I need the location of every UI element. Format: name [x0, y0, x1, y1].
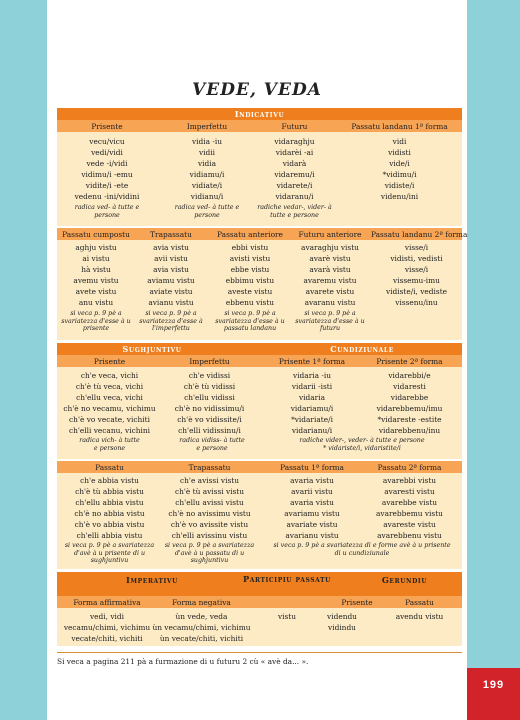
verb-form: vidaresti	[393, 382, 426, 391]
verb-form: ai vistu	[82, 254, 110, 263]
verb-form: vissemu-imu	[393, 276, 440, 285]
usage-note: si veca p. 9 pè a svariatezza d'esse à u futuru	[295, 310, 365, 333]
verb-form: avarete vistu	[305, 287, 355, 296]
verb-form: vidi	[392, 137, 407, 146]
verb-form: vidia	[197, 159, 217, 168]
column-header: Passatu landanu 1ª forma	[351, 122, 448, 131]
verb-form: vidaraghju	[274, 137, 315, 146]
verb-form: ch'e veca, vichi	[80, 371, 139, 380]
verb-form: ch'è tù veca, vichi	[75, 382, 144, 391]
column-header: Imperfettu	[189, 357, 230, 366]
column-header: Prisente	[341, 598, 373, 607]
page-tab	[467, 668, 520, 720]
verb-form: vecate/chiti, vichiti	[71, 634, 143, 643]
verb-form: vidarebbenu/inu	[378, 426, 441, 435]
verb-form: vidiste/i, vediste	[385, 287, 448, 296]
verb-form: ch'e avissi vistu	[180, 476, 239, 485]
verb-form: avaraghju vistu	[301, 243, 359, 252]
verb-form: aviamu vistu	[147, 276, 195, 285]
verb-form: ch'è vo vidissite/i	[177, 415, 242, 424]
verb-form: vidarii -isti	[291, 382, 333, 391]
verb-form: vecamu/chimi, vichimu	[63, 623, 151, 632]
verb-form: ch'è tù vidissi	[183, 382, 236, 391]
verb-form: ch'è tù avissi vistu	[174, 487, 245, 496]
verb-form: avia vistu	[153, 265, 189, 274]
usage-note: si veca p. 9 pè a svariatezza d'esse à u passatu landanu	[215, 310, 285, 333]
column-header: Trapassatu	[150, 230, 192, 239]
column-header: Passatu anteriore	[217, 230, 283, 239]
usage-note: si veca p. 9 pè a svariatezza di e forme avè à u prisente di u cundiziunale	[273, 542, 451, 557]
verb-form: avianu vistu	[148, 298, 194, 307]
verb-form: ch'e abbia vistu	[80, 476, 139, 485]
verb-form: avareste vistu	[383, 520, 436, 529]
verb-form: vidaranu/i	[275, 192, 314, 201]
verb-form: avariate vistu	[286, 520, 338, 529]
verb-form: vidarà	[282, 159, 307, 168]
usage-note: si veca p. 9 pè a svariatezza d'esse à u prisente	[61, 310, 131, 333]
verb-form: avendu vistu	[395, 612, 444, 621]
verb-form: vidii	[199, 148, 215, 157]
verb-form: ebbi vistu	[231, 243, 269, 252]
usage-note: radica vich- à tutte e persone	[79, 437, 140, 452]
cundiziunale-title: Cundiziunale	[330, 344, 394, 354]
verb-form: avii vistu	[154, 254, 188, 263]
verb-form: ùn vecamu/chimi, vichimu	[152, 623, 251, 632]
verb-form: vidarebbi/e	[388, 371, 431, 380]
verb-form: avariamu vistu	[284, 509, 340, 518]
verb-form: vidariamu/i	[290, 404, 334, 413]
verb-form: *vidimu/i	[382, 170, 417, 179]
verb-form: visse/i	[404, 265, 429, 274]
gerundiu-title: Gerundiu	[381, 575, 428, 585]
verb-form: avarebbemu vistu	[376, 509, 443, 518]
verb-form: vissenu/inu	[395, 298, 438, 307]
verb-form: avaria vistu	[290, 476, 334, 485]
verb-form: ch'e vidissi	[188, 371, 231, 380]
column-header: Trapassatu	[188, 463, 231, 472]
usage-note: radica ved- à tutte e persone	[174, 204, 240, 219]
verb-form: ch'elli avissinu vistu	[171, 531, 248, 540]
column-header: Futuru	[281, 122, 308, 131]
verb-form: vide/i	[389, 159, 410, 168]
column-header: Forma affirmativa	[73, 598, 141, 607]
verb-form: vidindu	[328, 623, 356, 632]
verb-form: avaresti vistu	[384, 487, 435, 496]
verb-form: ch'ellu abbia vistu	[75, 498, 144, 507]
verb-form: avarè vistu	[309, 254, 351, 263]
verb-form: vidarebbe	[390, 393, 429, 402]
verb-form: videndu	[327, 612, 357, 621]
verb-form: vidianu/i	[190, 192, 224, 201]
verb-form: avaranu vistu	[304, 298, 356, 307]
verb-form: ch'è no vecamu, vichimu	[63, 404, 156, 413]
verb-form: vistu	[277, 612, 297, 621]
column-header: Passatu	[405, 598, 434, 607]
usage-note: si veca p. 9 pè a svariatezza d'avè à u prisente di u sughjuntivu	[64, 542, 155, 565]
verb-form: aviate vistu	[149, 287, 193, 296]
verb-form: vedenu -ini/vidini	[74, 192, 140, 201]
column-header: Futuru anteriore	[298, 230, 362, 239]
verb-form: vecu/vicu	[89, 137, 125, 146]
verb-form: ch'ellu veca, vichi	[76, 393, 143, 402]
verb-form: vedi/vidi	[91, 148, 123, 157]
usage-note: radiche vedar-, vider- à tutte e persone	[257, 204, 332, 219]
verb-form: vidaria -iu	[293, 371, 331, 380]
verb-form: ebbimu vistu	[225, 276, 275, 285]
usage-note: radiche vider-, veder- à tutte e persone	[299, 437, 425, 444]
verb-form: vidite/i -ete	[85, 181, 129, 190]
column-header: Prisente 2ª forma	[376, 357, 443, 366]
verb-form: avemu vistu	[73, 276, 119, 285]
verb-form: aveste vistu	[227, 287, 273, 296]
verb-form: vidisti	[388, 148, 411, 157]
verb-form: vidarianu/i	[291, 426, 333, 435]
imperativu-title: Imperativu	[125, 575, 179, 585]
participiu-title: Participiu passatu	[242, 574, 332, 584]
verb-form: vedi, vidi	[90, 612, 124, 621]
indicativu-title: Indicativu	[234, 109, 285, 119]
verb-form: vidia -iu	[191, 137, 222, 146]
verb-form: avia vistu	[153, 243, 189, 252]
verb-form: vidarete/i	[276, 181, 313, 190]
column-header: Prisente 1ª forma	[278, 357, 346, 366]
verb-form: ch'è vo vecate, vichiti	[69, 415, 150, 424]
verb-form: avaremu vistu	[303, 276, 357, 285]
verb-form: videnu/ini	[380, 192, 419, 201]
verb-form: avarii vistu	[291, 487, 333, 496]
sughjuntivu-title: Sughjuntivu	[122, 344, 182, 354]
verb-form: avete vistu	[75, 287, 117, 296]
column-header: Passatu landanu 2ª forma	[371, 230, 468, 239]
footer-note: Si veca a pagina 211 pà a furmazione di u futuru 2 cù « avè da... ».	[57, 657, 309, 666]
verb-form: vidisti, vedisti	[390, 254, 443, 263]
usage-note: si veca p. 9 pè a svariatezza d'esse à l'imperfettu	[139, 310, 203, 333]
verb-form: ch'è no vidissimu/i	[174, 404, 245, 413]
verb-form: ch'ellu avissi vistu	[175, 498, 244, 507]
usage-note: * vidariste/i, vidaristite/i	[323, 445, 401, 452]
verb-form: aghju vistu	[75, 243, 117, 252]
verb-form: ch'elli vidissinu/i	[178, 426, 241, 435]
footer-rule	[57, 652, 462, 653]
verb-form: ch'è tù abbia vistu	[75, 487, 144, 496]
verb-form: ebbe vistu	[230, 265, 270, 274]
verb-form: vidimu/i -emu	[81, 170, 133, 179]
verb-form: vidaria	[299, 393, 325, 402]
verb-form: vidarèi -ai	[275, 148, 314, 157]
verb-form: avarianu vistu	[285, 531, 339, 540]
verb-form: vidiamu/i	[189, 170, 225, 179]
verb-form: ùn vecate/chiti, vichiti	[159, 634, 244, 643]
column-header: Prisente	[91, 122, 123, 131]
verb-form: anu vistu	[78, 298, 114, 307]
verb-form: avaria vistu	[290, 498, 334, 507]
verb-form: ch'è no avissimu vistu	[168, 509, 251, 518]
verb-form: vidiste/i	[384, 181, 415, 190]
verb-form: ùn vede, veda	[175, 612, 228, 621]
column-header: Forma negativa	[172, 598, 231, 607]
page-title: VEDE, VEDA	[192, 80, 322, 100]
verb-form: avarebbe vistu	[381, 498, 438, 507]
verb-form: visse/i	[404, 243, 429, 252]
column-header: Passatu 2ª forma	[377, 463, 442, 472]
usage-note: radica ved- à tutte e persone	[74, 204, 140, 219]
verb-form: hà vistu	[81, 265, 111, 274]
verb-form: *vidariate/i	[291, 415, 333, 424]
verb-form: ch'è no abbia vistu	[74, 509, 145, 518]
verb-form: avarà vistu	[309, 265, 351, 274]
column-header: Passatu cumpostu	[62, 230, 130, 239]
verb-form: ch'elli vecanu, vichini	[69, 426, 150, 435]
verb-form: ch'è vo abbia vistu	[74, 520, 145, 529]
column-header: Imperfettu	[186, 122, 228, 131]
column-header: Passatu 1ª forma	[280, 463, 344, 472]
verb-form: avisti vistu	[229, 254, 271, 263]
usage-note: si veca p. 9 pè a svariatezza d'avè à u passatu di u sughjuntivu	[164, 542, 255, 565]
verb-form: avarebbi vistu	[382, 476, 437, 485]
verb-form: ch'elli abbia vistu	[76, 531, 143, 540]
verb-form: *vidareste -estite	[377, 415, 442, 424]
verb-form: vidaremu/i	[274, 170, 315, 179]
verb-form: ch'ellu vidissi	[184, 393, 235, 402]
usage-note: radica vidiss- à tutte e persone	[179, 437, 245, 452]
verb-form: vede -i/vidi	[86, 159, 128, 168]
verb-form: ch'è vo avissite vistu	[170, 520, 249, 529]
verb-form: avarebbenu vistu	[377, 531, 442, 540]
column-header: Passatu	[95, 463, 124, 472]
verb-form: ebbenu vistu	[225, 298, 275, 307]
column-header: Prisente	[93, 357, 126, 366]
page-number: 199	[482, 679, 505, 691]
verb-form: vidiate/i	[191, 181, 223, 190]
verb-form: vidarebbemu/imu	[376, 404, 443, 413]
